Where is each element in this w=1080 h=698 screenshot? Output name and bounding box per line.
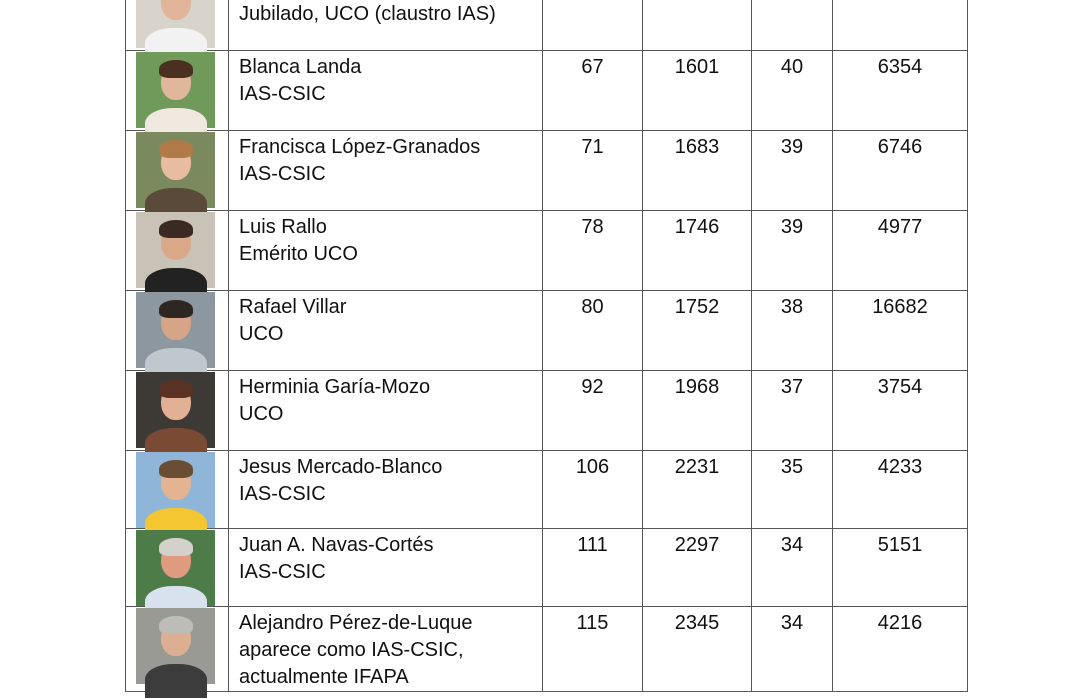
value-cell-a: 71 <box>543 131 643 211</box>
researcher-name: Jesus Mercado-Blanco <box>239 456 443 478</box>
value-cell-a: 78 <box>543 211 643 291</box>
researcher-affiliation: actualmente IFAPA <box>239 666 409 688</box>
value-cell-c: 34 <box>752 607 833 692</box>
photo-cell <box>126 371 229 451</box>
value-cell-c: 40 <box>752 51 833 131</box>
value-cell-c <box>752 0 833 51</box>
photo-cell <box>126 607 229 692</box>
value-cell-c: 37 <box>752 371 833 451</box>
name-cell <box>229 211 543 291</box>
table-body <box>126 0 968 692</box>
value-cell-d: 6746 <box>833 131 968 211</box>
value-cell-d: 5151 <box>833 529 968 607</box>
name-cell <box>229 607 543 692</box>
value-cell-b: 1752 <box>643 291 752 371</box>
photo-cell <box>126 131 229 211</box>
researcher-photo <box>136 372 215 448</box>
photo-cell <box>126 451 229 529</box>
value-cell-d: 3754 <box>833 371 968 451</box>
table-row <box>126 211 968 291</box>
researcher-photo <box>136 292 215 368</box>
value-cell-b: 1968 <box>643 371 752 451</box>
researcher-affiliation: Emérito UCO <box>239 243 358 265</box>
value-cell-c: 38 <box>752 291 833 371</box>
value-cell-b: 1746 <box>643 211 752 291</box>
value-cell-a: 111 <box>543 529 643 607</box>
researcher-name: Herminia Garía-Mozo <box>239 376 431 398</box>
researcher-photo <box>136 452 215 528</box>
researcher-affiliation: Jubilado, UCO (claustro IAS) <box>239 3 496 25</box>
value-cell-b: 2231 <box>643 451 752 529</box>
value-cell-d: 4977 <box>833 211 968 291</box>
researcher-name: Luis Rallo <box>239 216 327 238</box>
researcher-name: Rafael Villar <box>239 296 347 318</box>
researcher-photo <box>136 132 215 208</box>
researcher-photo <box>136 530 215 606</box>
value-cell-b: 2345 <box>643 607 752 692</box>
value-cell-c: 39 <box>752 131 833 211</box>
value-cell-a <box>543 0 643 51</box>
value-cell-d: 6354 <box>833 51 968 131</box>
table-row <box>126 291 968 371</box>
value-cell-a: 92 <box>543 371 643 451</box>
researcher-photo <box>136 608 215 684</box>
researcher-affiliation: IAS-CSIC <box>239 83 326 105</box>
table-row <box>126 607 968 692</box>
value-cell-d <box>833 0 968 51</box>
value-cell-b <box>643 0 752 51</box>
researcher-affiliation: UCO <box>239 403 284 425</box>
name-cell <box>229 51 543 131</box>
value-cell-c: 39 <box>752 211 833 291</box>
photo-cell <box>126 529 229 607</box>
table-row <box>126 371 968 451</box>
value-cell-d: 4216 <box>833 607 968 692</box>
value-cell-b: 1601 <box>643 51 752 131</box>
name-cell <box>229 0 543 51</box>
table-row <box>126 51 968 131</box>
photo-cell <box>126 291 229 371</box>
value-cell-b: 2297 <box>643 529 752 607</box>
researcher-affiliation: UCO <box>239 323 284 345</box>
researcher-affiliation: IAS-CSIC <box>239 163 326 185</box>
value-cell-b: 1683 <box>643 131 752 211</box>
researcher-photo <box>136 0 215 48</box>
value-cell-c: 34 <box>752 529 833 607</box>
researcher-affiliation: aparece como IAS-CSIC, <box>239 639 464 661</box>
name-cell <box>229 291 543 371</box>
value-cell-d: 16682 <box>833 291 968 371</box>
researcher-name: Blanca Landa <box>239 56 362 78</box>
photo-cell <box>126 0 229 51</box>
value-cell-c: 35 <box>752 451 833 529</box>
name-cell <box>229 371 543 451</box>
researcher-photo <box>136 52 215 128</box>
table-row <box>126 451 968 529</box>
name-cell <box>229 529 543 607</box>
table-row <box>126 131 968 211</box>
researcher-photo <box>136 212 215 288</box>
value-cell-a: 67 <box>543 51 643 131</box>
value-cell-a: 106 <box>543 451 643 529</box>
researcher-affiliation: IAS-CSIC <box>239 483 326 505</box>
researcher-affiliation: IAS-CSIC <box>239 561 326 583</box>
name-cell <box>229 131 543 211</box>
value-cell-d: 4233 <box>833 451 968 529</box>
researcher-name: Francisca López-Granados <box>239 136 481 158</box>
researchers-table <box>125 0 968 692</box>
photo-cell <box>126 211 229 291</box>
value-cell-a: 80 <box>543 291 643 371</box>
photo-cell <box>126 51 229 131</box>
table-row <box>126 529 968 607</box>
researcher-name: Alejandro Pérez-de-Luque <box>239 612 473 634</box>
researcher-name: Juan A. Navas-Cortés <box>239 534 434 556</box>
name-cell <box>229 451 543 529</box>
value-cell-a: 115 <box>543 607 643 692</box>
table-row <box>126 0 968 51</box>
